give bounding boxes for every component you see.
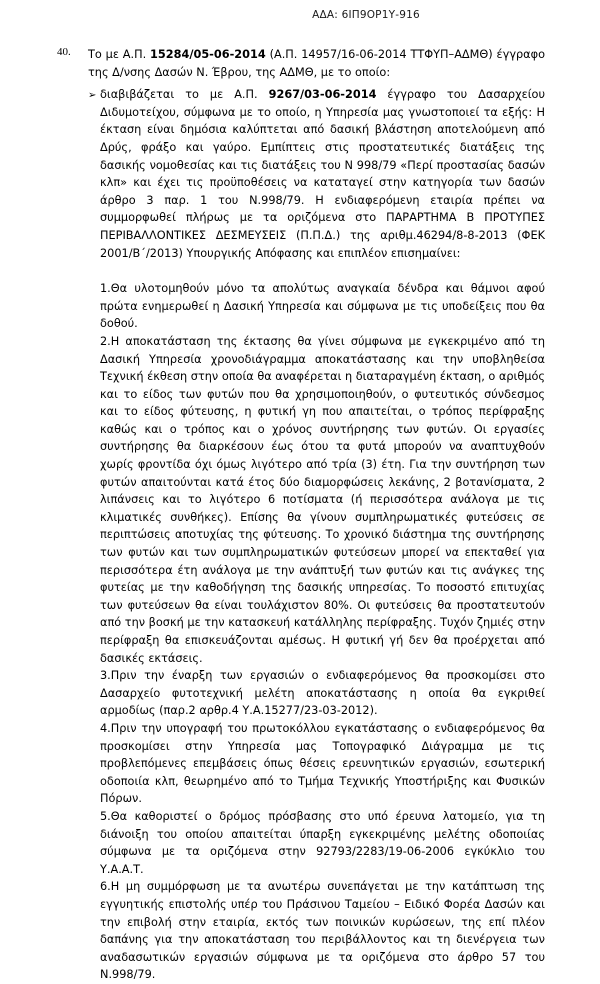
arrow-bullet-icon: ➢: [88, 90, 97, 102]
item-protocol-number: 15284/05-06-2014: [150, 48, 266, 61]
condition-paragraph: 2.Η αποκατάσταση της έκτασης θα γίνει σύμφωνα με εγκεκριμένο από τη Δασική Υπηρεσία χρονοδιάγραμμα αποκατάστασης και την υποβληθείσα Τεχνική έκθεση στην οποία θα αναφέρεται η διαταραγμένη έκταση, ο αριθμός και το είδος των φυτών που θα χρησιμοποιηθούν, ο φυτευτικός σύνδεσμος και το είδος φύτευσης, η φυτική γη που απαιτείται, ο τρόπος περίφραξης καθώς και ο τρόπος και ο χρόνος συντήρησης των φυτών. Οι εργασίες συντήρησης θα διαρκέσουν έως ότου τα φυτά μπορούν να αναπτυχθούν χωρίς φροντίδα όχι όμως λιγότερο από τρία (3) έτη. Για την συντήρηση των φυτών απαιτούνται κατά έτος δύο διαμορφώσεις λεκάνης, 2 βοτανίσματα, 2 λιπάνσεις και το λιγότερο 6 ποτίσματα (ή περισσότερα ανάλογα με τις κλιματικές συνθήκες). Επίσης θα γίνουν συμπληρωματικές φυτεύσεις σε περιπτώσεις αποτυχίας της φύτευσης. Το χρονικό διάστημα της συντήρησης των φυτών και των συμπληρωματικών φυτεύσεων μπορεί να επεκταθεί για περισσότερα έτη ανάλογα με την ανάπτυξή των φυτών και τις ανάγκες της φυτείας με την καθοδήγηση της δασικής υπηρεσίας. Το ποσοστό επιτυχίας των φυτεύσεων θα είναι τουλάχιστον 80%. Οι φυτεύσεις θα προστατευτούν από την βοσκή με την κατασκευή κατάλληλης περίφραξης. Τυχόν ζημιές στην περίφραξη θα επισκευάζονται αμέσως. Η φυτική γή δεν θα προέρχεται από δασικές εκτάσεις.: [100, 334, 545, 665]
bullet-protocol-number: 9267/03-06-2014: [268, 88, 377, 102]
item-number: 40.: [57, 46, 71, 58]
item-text-after: (Α.Π. 14957/16-06-2014 ΤΤΦΥΠ–ΑΔΜΘ) έγγραφο της Δ/νσης Δασών Ν. Έβρου, της ΑΔΜΘ, με το οποίο:: [88, 48, 545, 79]
bullet-text-before: διαβιβάζεται το με Α.Π.: [100, 88, 269, 102]
ada-header: [0, 9, 600, 21]
item-text-before: Το με Α.Π.: [88, 48, 151, 61]
condition-paragraph: 5.Θα καθοριστεί ο δρόμος πρόσβασης στο υπό έρευνα λατομείο, για τη διάνοιξη του οποίου απαιτείται ύπαρξη εγκεκριμένης μελέτης οδοποιίας σύμφωνα με τα οριζόμενα στην 92793/2283/19-06-2006 εγκύκλιο του Υ.Α.Α.Τ.: [100, 809, 545, 876]
bullet-item: [0, 86, 600, 262]
item-text: [88, 46, 545, 81]
condition-paragraph: 6.Η μη συμμόρφωση με τα ανωτέρω συνεπάγεται με την κατάπτωση της εγγυητικής επιστολής υπέρ του Πράσινου Ταμείου – Ειδικό Φορέα Δασών και την επιβολή στην εταιρία, εκτός των ποινικών κυρώσεων, της επί πλέον δαπάνης για την αποκατάσταση του περιβάλλοντος και τη διενέργεια των αναδασωτικών εργασιών σύμφωνα με τα οριζόμενα στο άρθρο 57 του Ν.998/79.: [100, 880, 545, 982]
condition-paragraph: 4.Πριν την υπογραφή του πρωτοκόλλου εγκατάστασης ο ενδιαφερόμενος θα προσκομίσει στην Υπηρεσία μας Τοπογραφικό Διάγραμμα με τις προβλεπόμενες επεμβάσεις όπως θέσεις ερευνητικών εργασιών, εσωτερική οδοποιία κλπ, θεωρημένο από το Τμήμα Τεχνικής Υποστήριξης και Φυσικών Πόρων.: [100, 721, 545, 806]
document-body: [0, 46, 600, 984]
conditions-list: [0, 280, 600, 984]
bullet-text: [100, 86, 545, 262]
numbered-item-40: [0, 46, 600, 81]
bullet-text-after: έγγραφο του Δασαρχείου Διδυμοτείχου, σύμφωνα με το οποίο, η Υπηρεσία μας γνωστοποιεί τα εξής: Η έκταση είναι δημόσια καλύπτεται από δασική βλάστηση αποτελούμενη από Δρύς, φράξο και γαύρο. Εμπίπτεις στις προστατευτικές διατάξεις της δασικής νομοθεσίας και τις διατάξεις του Ν 998/79 «Περί προστασίας δασών κλπ» και έχει τις προϋποθέσεις να καταταγεί στην κατηγορία των δασών άρθρο 3 παρ. 1 του Ν.998/79. Η ενδιαφερόμενη εταιρία πρέπει να συμμορφωθεί πλήρως με τα οριζόμενα στο ΠΑΡΑΡΤΗΜΑ Β ΠΡΟΤΥΠΕΣ ΠΕΡΙΒΑΛΛΟΝΤΙΚΕΣ ΔΕΣΜΕΥΣΕΙΣ (Π.Π.Δ.) της αριθμ.46294/8-8-2013 (ΦΕΚ 2001/Β΄/2013) Υπουργικής Απόφασης και επιπλέον επισημαίνει:: [100, 88, 545, 260]
condition-paragraph: 1.Θα υλοτομηθούν μόνο τα απολύτως αναγκαία δένδρα και θάμνοι αφού πρώτα ενημερωθεί η Δασική Υπηρεσία και σύμφωνα με τις υποδείξεις που θα δοθού.: [100, 282, 545, 331]
ada-number: ΑΔΑ: 6ΙΠ9ΟΡ1Υ-916: [312, 9, 420, 21]
condition-paragraph: 3.Πριν την έναρξη των εργασιών ο ενδιαφερόμενος θα προσκομίσει στο Δασαρχείο φυτοτεχνική μελέτη αποκατάστασης η οποία θα εγκριθεί αρμοδίως (παρ.2 αρθρ.4 Υ.Α.15277/23-03-2012).: [100, 669, 545, 718]
